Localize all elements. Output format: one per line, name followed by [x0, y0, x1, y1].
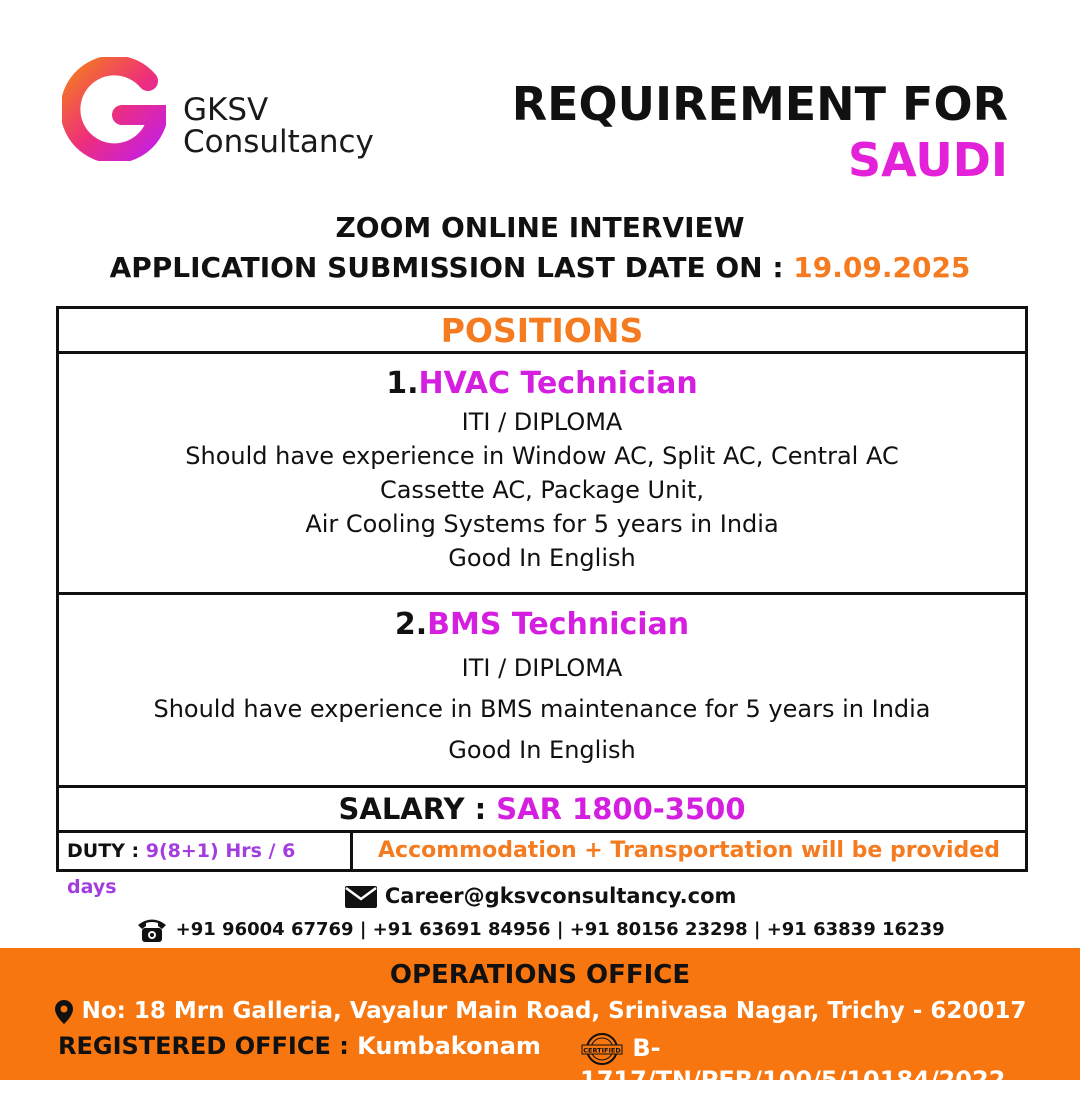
title-line1: REQUIREMENT FOR [511, 77, 1008, 131]
brand-name-line1: GKSV [183, 92, 269, 128]
deadline-value: 19.09.2025 [793, 251, 971, 284]
position-requirement: Good In English [448, 736, 636, 764]
positions-heading: POSITIONS [56, 306, 1028, 354]
position-title [59, 366, 1025, 401]
envelope-icon [344, 885, 378, 909]
brand-name [183, 94, 374, 158]
position-requirement: ITI / DIPLOMA [461, 654, 623, 682]
position-requirement: Cassette AC, Package Unit, [379, 476, 705, 504]
salary-row [56, 785, 1028, 833]
g-logo-icon [62, 57, 166, 161]
telephone-icon [135, 916, 169, 944]
contact-phone-row [0, 916, 1080, 944]
page-title [512, 76, 1008, 188]
title-country: SAUDI [848, 133, 1008, 187]
registered-office-value: Kumbakonam [357, 1032, 541, 1060]
position-name: BMS Technician [427, 607, 690, 642]
position-card-hvac [56, 351, 1028, 595]
footer-bar [0, 948, 1080, 1094]
deadline-label: APPLICATION SUBMISSION LAST DATE ON : [109, 251, 784, 284]
license-number-row [580, 1032, 1080, 1094]
position-number: 2. [394, 607, 428, 642]
duty-label: DUTY : [67, 840, 140, 862]
position-number: 1. [386, 366, 419, 401]
stamp-text: CERTIFIED [583, 1046, 621, 1055]
registered-office-label: REGISTERED OFFICE : [58, 1032, 349, 1060]
certified-stamp-icon [580, 1032, 624, 1066]
operations-office-title: OPERATIONS OFFICE [389, 960, 691, 990]
salary-value: SAR 1800-3500 [496, 792, 746, 826]
position-requirement: Good In English [448, 544, 636, 572]
position-requirement: Air Cooling Systems for 5 years in India [305, 510, 779, 538]
benefits-cell: Accommodation + Transportation will be provided [350, 830, 1028, 872]
position-name: HVAC Technician [418, 366, 698, 401]
interview-mode: ZOOM ONLINE INTERVIEW [335, 211, 745, 244]
brand-name-line2: Consultancy [183, 124, 374, 160]
office-address-text: No: 18 Mrn Galleria, Vayalur Main Road, Srinivasa Nagar, Trichy - 620017 [81, 998, 1027, 1024]
deadline-line [0, 251, 1080, 284]
location-pin-icon [54, 999, 74, 1025]
position-requirement: Should have experience in BMS maintenance for 5 years in India [153, 695, 931, 723]
position-requirement: Should have experience in Window AC, Split AC, Central AC [185, 442, 899, 470]
position-requirement: ITI / DIPLOMA [461, 408, 623, 436]
license-number: B-1717/TN/PER/100/5/10184/2022 [580, 1034, 1006, 1094]
contact-email[interactable]: Career@gksvconsultancy.com [384, 884, 737, 908]
registered-office [58, 1032, 541, 1060]
contact-email-row [0, 884, 1080, 909]
office-address [0, 998, 1080, 1025]
salary-label: SALARY : [338, 792, 487, 826]
duty-cell [56, 830, 353, 898]
position-title [59, 607, 1025, 642]
duty-value: 9(8+1) Hrs / 6 days [67, 840, 296, 898]
contact-phones[interactable]: +91 96004 67769 | +91 63691 84956 | +91 80156 23298 | +91 63839 16239 [175, 919, 945, 940]
position-card-bms [56, 592, 1028, 788]
